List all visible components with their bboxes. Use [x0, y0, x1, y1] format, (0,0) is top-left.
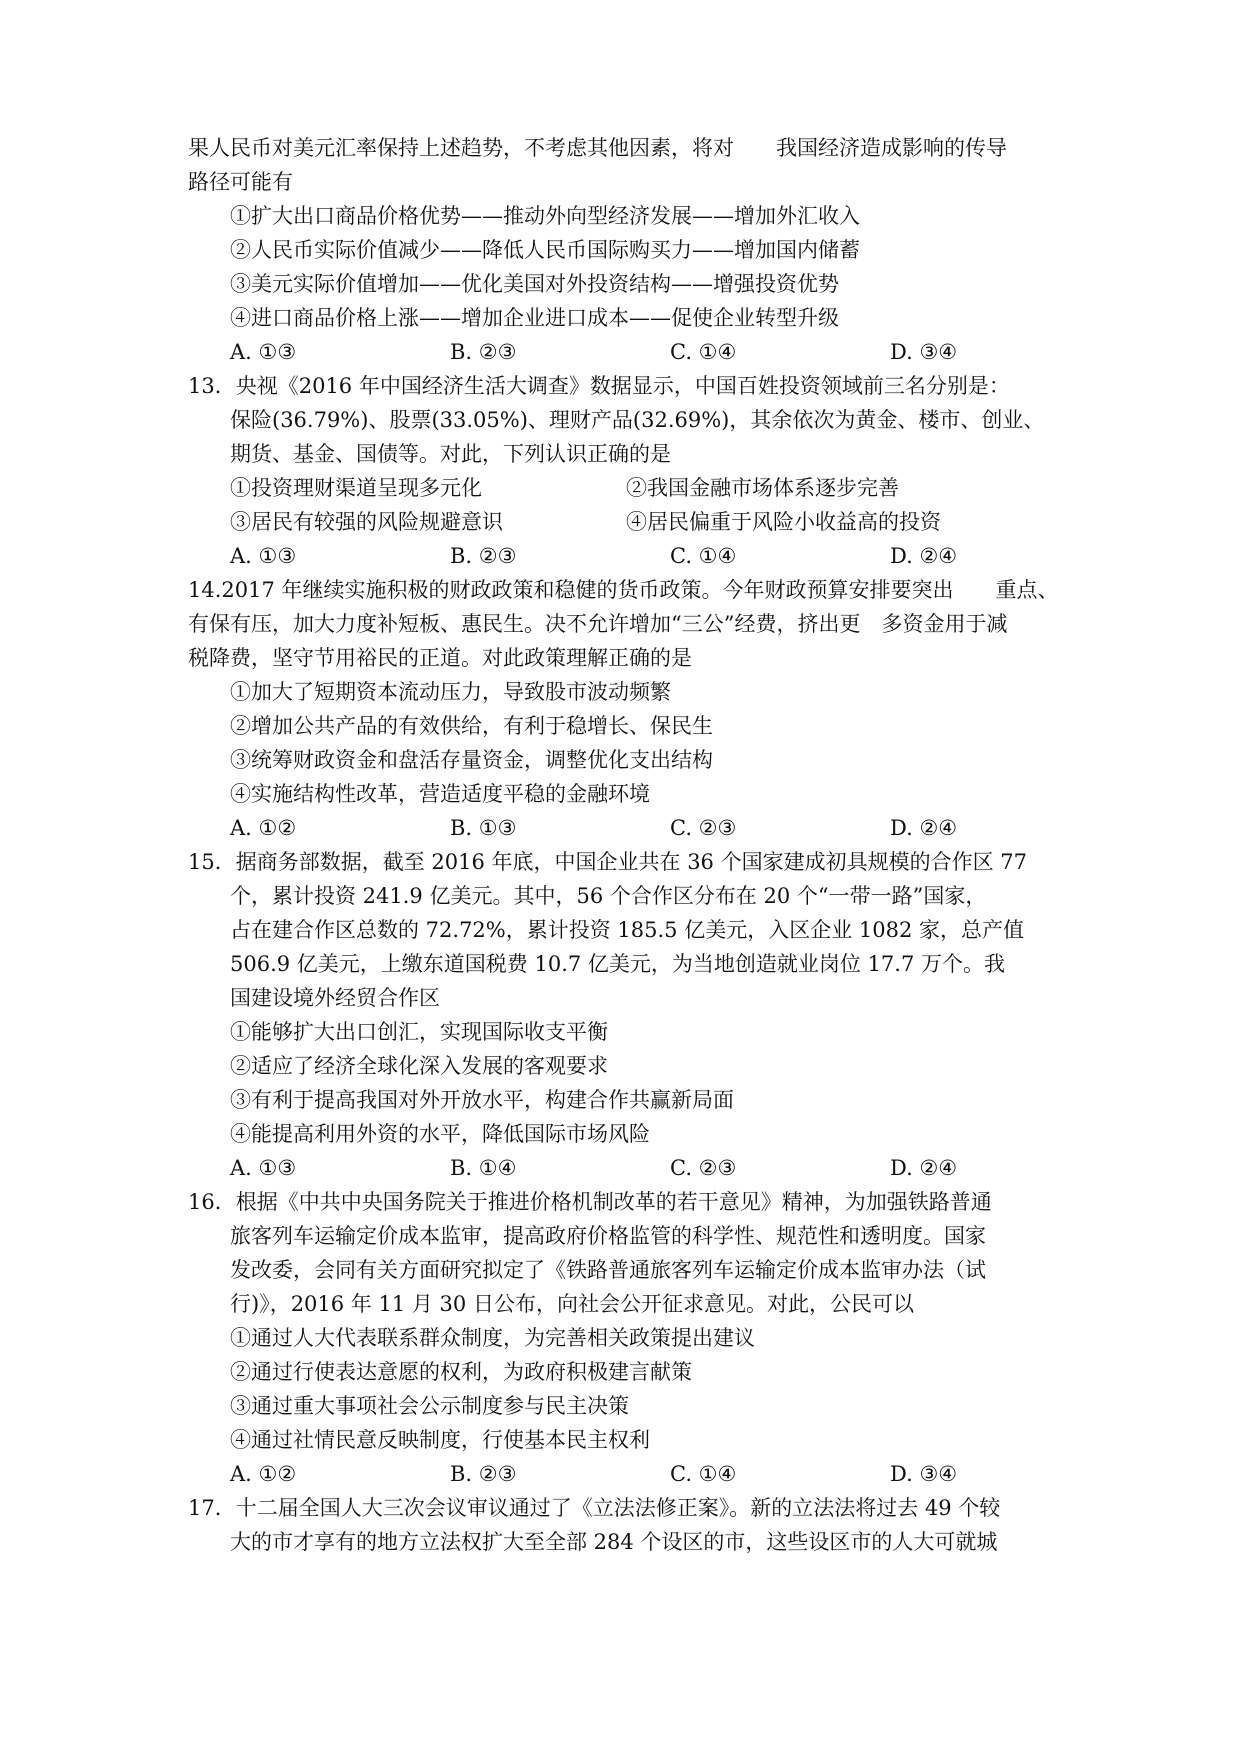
q13-item-2: ②我国金融市场体系逐步完善 — [626, 476, 899, 500]
q15-line-5: 国建设境外经贸合作区 — [230, 986, 440, 1010]
choice-b: B. ②③ — [450, 544, 517, 568]
choice-b: B. ①④ — [450, 1156, 517, 1180]
q15-item-1: ①能够扩大出口创汇，实现国际收支平衡 — [230, 1020, 608, 1044]
intro-item-2: ②人民币实际价值减少——降低人民币国际购买力——增加国内储蓄 — [230, 238, 860, 262]
q15-line-4: 506.9 亿美元，上缴东道国税费 10.7 亿美元，为当地创造就业岗位 17.7 万个。我 — [230, 952, 1006, 976]
q15-choices — [230, 1154, 1030, 1182]
choice-b: B. ①③ — [450, 816, 517, 840]
q16-line-1: 16．根据《中共中央国务院关于推进价格机制改革的若干意见》精神，为加强铁路普通 — [188, 1190, 992, 1214]
q16-line-2: 旅客列车运输定价成本监审，提高政府价格监管的科学性、规范性和透明度。国家 — [230, 1224, 986, 1248]
q14-line-1: 14.2017 年继续实施积极的财政政策和稳健的货币政策。今年财政预算安排要突出 重点、 — [188, 578, 1059, 602]
q14-item-2: ②增加公共产品的有效供给，有利于稳增长、保民生 — [230, 714, 713, 738]
q15-line-3: 占在建合作区总数的 72.72%，累计投资 185.5 亿美元，入区企业 1082 家，总产值 — [230, 918, 1025, 942]
choice-d: D. ③④ — [890, 340, 958, 364]
q13-line-3: 期货、基金、国债等。对此，下列认识正确的是 — [230, 442, 671, 466]
choice-a: A. ①② — [230, 816, 297, 840]
choice-a: A. ①③ — [230, 340, 297, 364]
choice-d: D. ②④ — [890, 544, 958, 568]
q17-line-2: 大的市才享有的地方立法权扩大至全部 284 个设区的市，这些设区市的人大可就城 — [230, 1530, 998, 1554]
choice-c: C. ②③ — [670, 816, 737, 840]
q14-choices — [230, 814, 1030, 842]
q14-line-3: 税降费，坚守节用裕民的正道。对此政策理解正确的是 — [188, 646, 692, 670]
q15-line-2: 个，累计投资 241.9 亿美元。其中，56 个合作区分布在 20 个“一带一路”国家， — [230, 884, 987, 908]
q16-choices — [230, 1460, 1030, 1488]
q15-line-1: 15．据商务部数据，截至 2016 年底，中国企业共在 36 个国家建成初具规模的合作区 77 — [188, 850, 1027, 874]
choice-a: A. ①③ — [230, 1156, 297, 1180]
q13-choices — [230, 542, 1030, 570]
intro-item-1: ①扩大出口商品价格优势——推动外向型经济发展——增加外汇收入 — [230, 204, 860, 228]
intro-line-2: 路径可能有 — [188, 170, 293, 194]
q17-line-1: 17．十二届全国人大三次会议审议通过了《立法法修正案》。新的立法法将过去 49 个较 — [188, 1496, 1001, 1520]
choice-d: D. ②④ — [890, 1156, 958, 1180]
q16-line-4: 行)》，2016 年 11 月 30 日公布，向社会公开征求意见。对此，公民可以 — [230, 1292, 914, 1316]
q14-line-2: 有保有压，加大力度补短板、惠民生。决不允许增加“三公”经费，挤出更 多资金用于减 — [188, 612, 1008, 636]
q16-item-1: ①通过人大代表联系群众制度，为完善相关政策提出建议 — [230, 1326, 755, 1350]
intro-item-3: ③美元实际价值增加——优化美国对外投资结构——增强投资优势 — [230, 272, 839, 296]
choice-a: A. ①③ — [230, 544, 297, 568]
choice-c: C. ②③ — [670, 1156, 737, 1180]
choice-b: B. ②③ — [450, 1462, 517, 1486]
q13-items-row-1 — [230, 474, 1030, 502]
q16-item-4: ④通过社情民意反映制度，行使基本民主权利 — [230, 1428, 650, 1452]
q16-item-3: ③通过重大事项社会公示制度参与民主决策 — [230, 1394, 629, 1418]
choice-d: D. ③④ — [890, 1462, 958, 1486]
q13-line-2: 保险(36.79%)、股票(33.05%)、理财产品(32.69%)，其余依次为黄金、楼市、创业、 — [230, 408, 1045, 432]
q15-item-2: ②适应了经济全球化深入发展的客观要求 — [230, 1054, 608, 1078]
choice-a: A. ①② — [230, 1462, 297, 1486]
q14-item-3: ③统筹财政资金和盘活存量资金，调整优化支出结构 — [230, 748, 713, 772]
q16-line-3: 发改委，会同有关方面研究拟定了《铁路普通旅客列车运输定价成本监审办法（试 — [230, 1258, 986, 1282]
choice-c: C. ①④ — [670, 544, 737, 568]
q14-item-1: ①加大了短期资本流动压力，导致股市波动频繁 — [230, 680, 671, 704]
q14-item-4: ④实施结构性改革，营造适度平稳的金融环境 — [230, 782, 650, 806]
q15-item-3: ③有利于提高我国对外开放水平，构建合作共赢新局面 — [230, 1088, 734, 1112]
choice-d: D. ②④ — [890, 816, 958, 840]
q16-item-2: ②通过行使表达意愿的权利，为政府积极建言献策 — [230, 1360, 692, 1384]
q13-item-4: ④居民偏重于风险小收益高的投资 — [626, 510, 941, 534]
choice-b: B. ②③ — [450, 340, 517, 364]
q13-line-1: 13．央视《2016 年中国经济生活大调查》数据显示，中国百姓投资领域前三名分别是： — [188, 374, 1010, 398]
q13-item-3: ③居民有较强的风险规避意识 — [230, 510, 503, 534]
q13-items-row-2 — [230, 508, 1030, 536]
choice-c: C. ①④ — [670, 340, 737, 364]
q13-item-1: ①投资理财渠道呈现多元化 — [230, 476, 482, 500]
choice-c: C. ①④ — [670, 1462, 737, 1486]
intro-choices — [230, 338, 1030, 366]
intro-line-1: 果人民币对美元汇率保持上述趋势，不考虑其他因素，将对 我国经济造成影响的传导 — [188, 136, 1007, 160]
q15-item-4: ④能提高利用外资的水平，降低国际市场风险 — [230, 1122, 650, 1146]
intro-item-4: ④进口商品价格上涨——增加企业进口成本——促使企业转型升级 — [230, 306, 839, 330]
